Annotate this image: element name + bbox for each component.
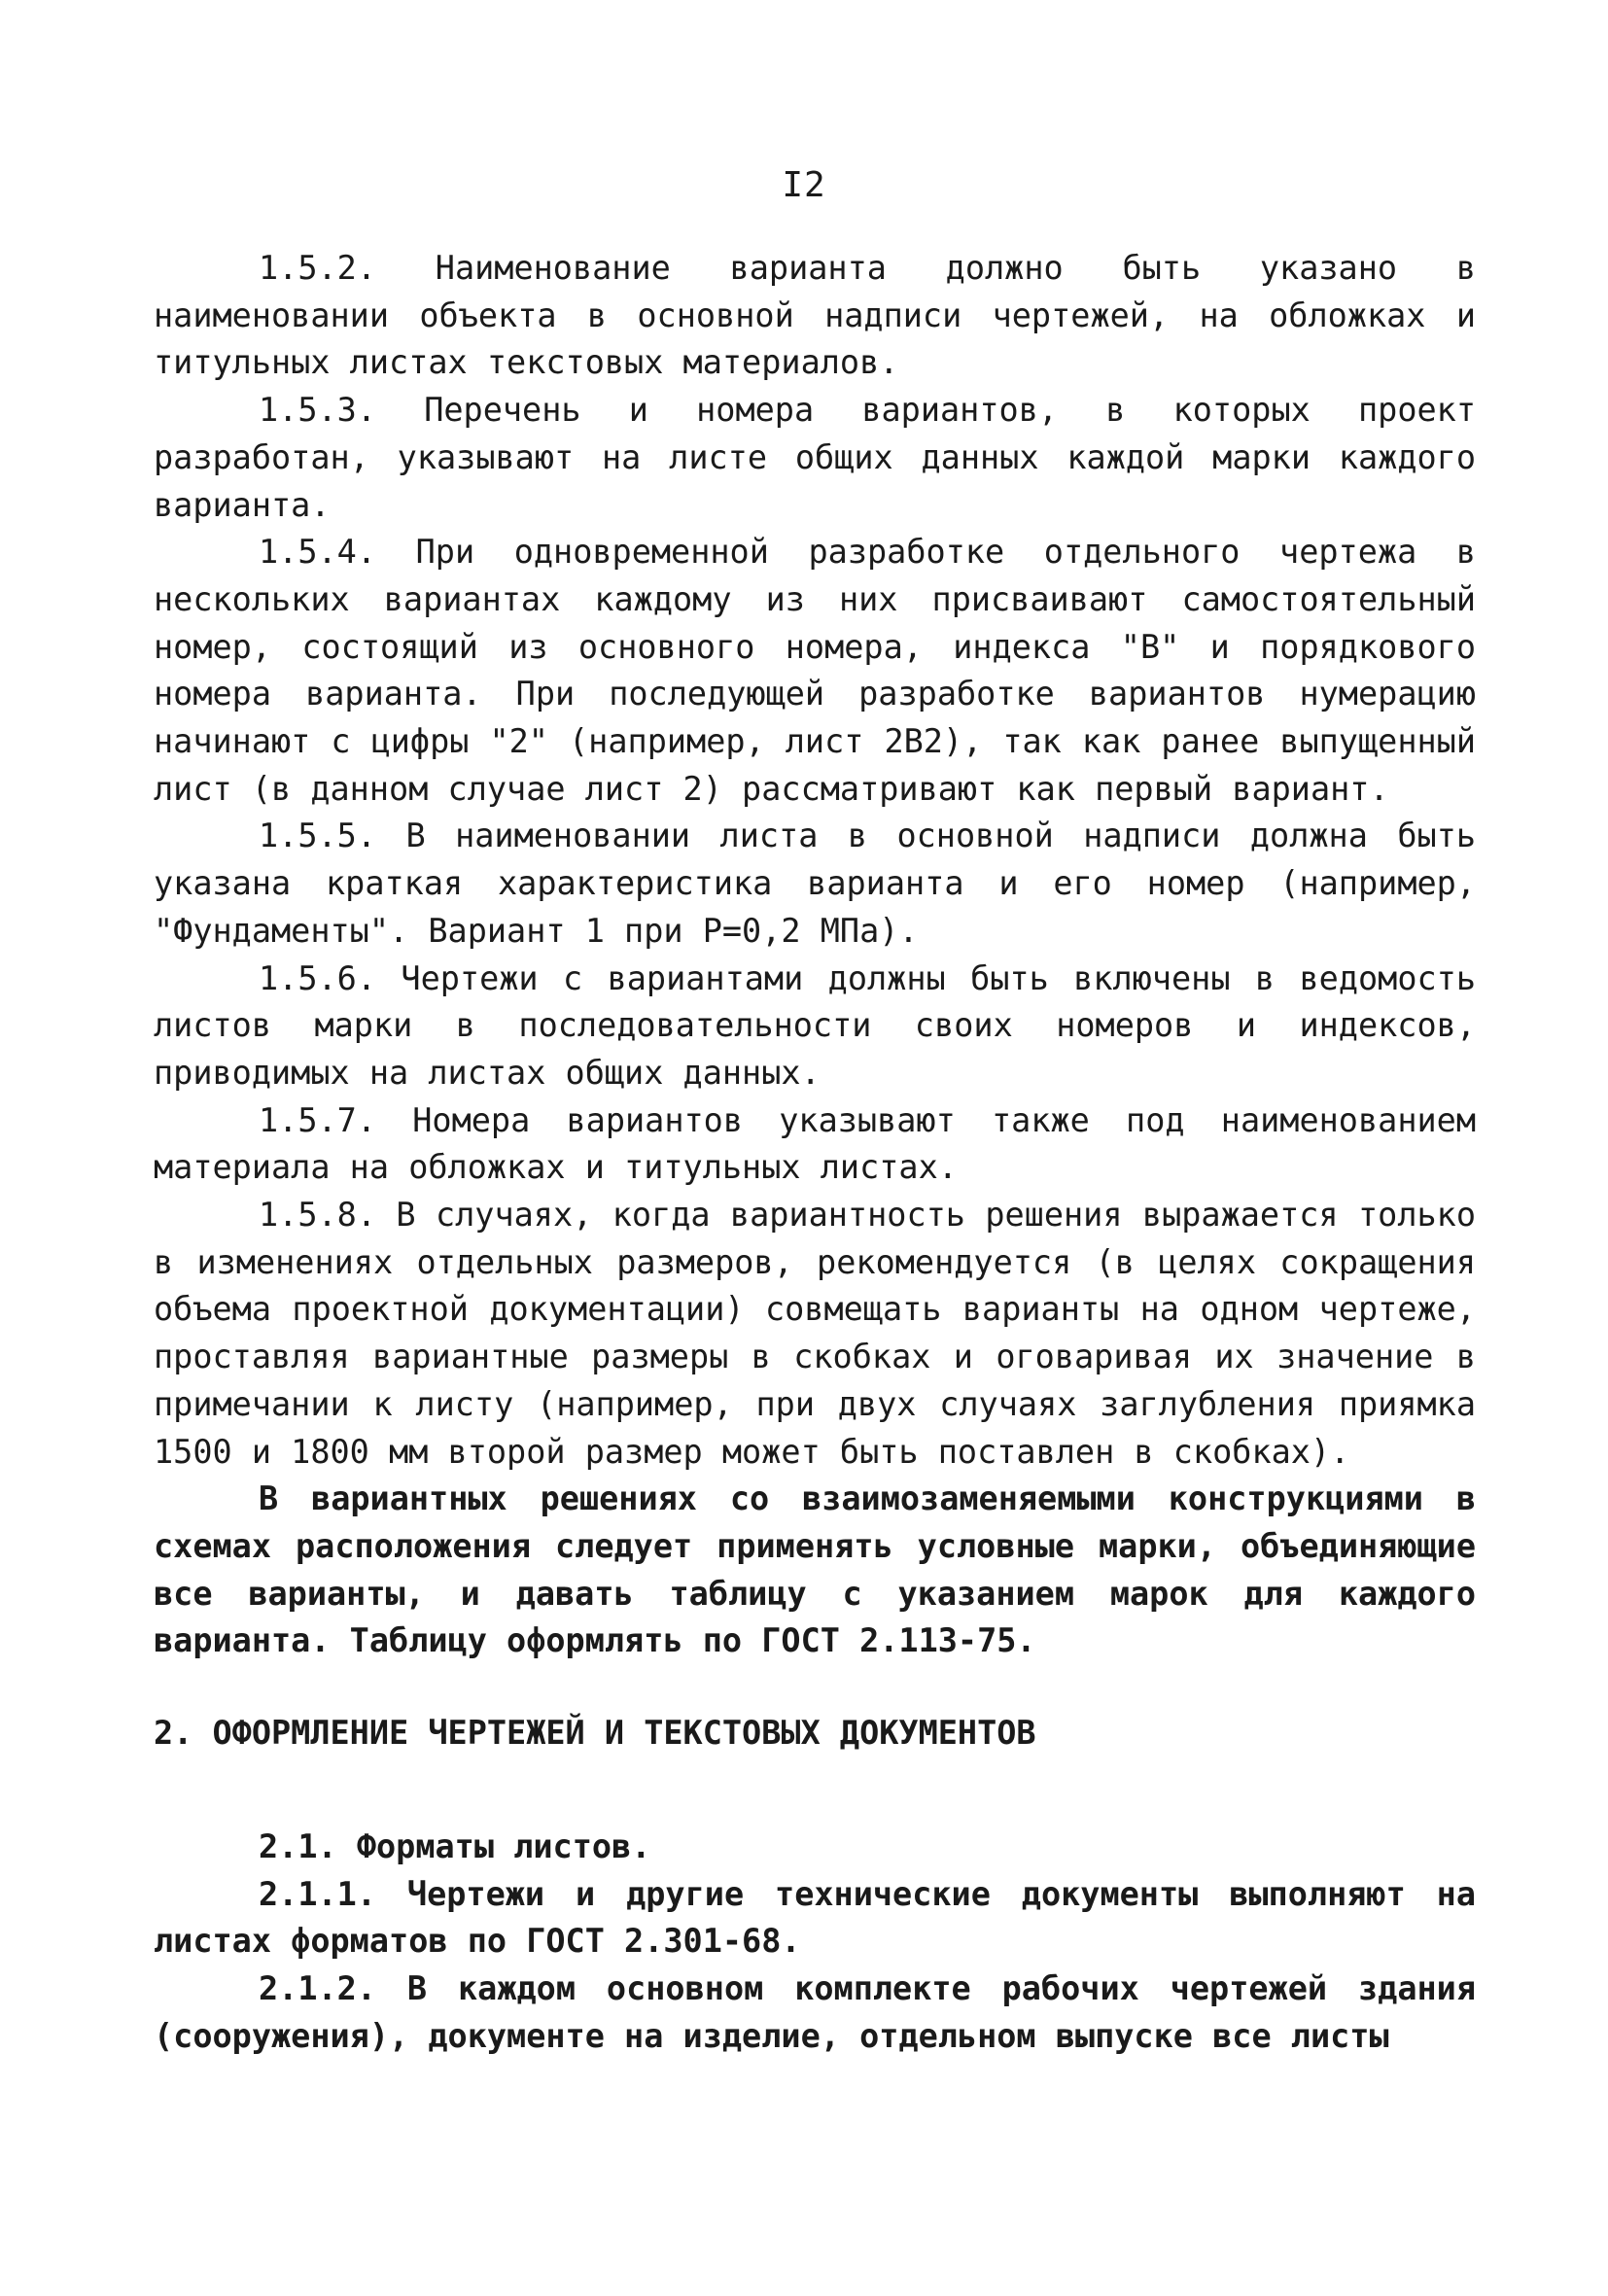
paragraph-2-1: 2.1. Форматы листов. — [259, 1826, 651, 1865]
paragraph-variant-solutions: В вариантных решениях со взаимозаменяемыми конструкциями в схемах расположения следует применять условные марки, объединяющие все варианты, и давать таблицу с указанием марок для каждого варианта. Таблицу оформлять по ГОСТ 2.113-75. — [154, 1479, 1496, 1660]
paragraph-2-1-1: 2.1.1. Чертежи и другие технические документы выполняют на листах форматов по ГОСТ 2.301-68. — [154, 1874, 1496, 1961]
paragraph-1-5-6: 1.5.6. Чертежи с вариантами должны быть включены в ведомость листов марки в последовательности своих номеров и индексов, приводимых на листах общих данных. — [154, 958, 1496, 1092]
paragraph-2-1-2: 2.1.2. В каждом основном комплекте рабочих чертежей здания (сооружения), документе на изделие, отдельном выпуске все листы — [154, 1968, 1496, 2055]
paragraph-1-5-4: 1.5.4. При одновременной разработке отдельного чертежа в нескольких вариантах каждому из них присваивают самостоятельный номер, состоящий из основного номера, индекса "В" и порядкового номера варианта. При последующей разработке вариантов нумерацию начинают с цифры "2" (например, лист 2В2), так как ранее выпущенный лист (в данном случае лист 2) рассматривают как первый вариант. — [154, 533, 1496, 808]
paragraph-1-5-3: 1.5.3. Перечень и номера вариантов, в которых проект разработан, указывают на листе общих данных каждой марки каждого варианта. — [154, 391, 1496, 524]
paragraph-1-5-5: 1.5.5. В наименовании листа в основной надписи должна быть указана краткая характеристика варианта и его номер (например, "Фундаменты". Вариант 1 при Р=0,2 МПа). — [154, 817, 1496, 950]
paragraph-1-5-2: 1.5.2. Наименование варианта должно быть указано в наименовании объекта в основной надписи чертежей, на обложках и титульных листах текстовых материалов. — [154, 249, 1496, 382]
paragraph-1-5-7: 1.5.7. Номера вариантов указывают также под наименованием материала на обложках и титульных листах. — [154, 1100, 1496, 1187]
page-number: I2 — [782, 165, 826, 205]
paragraph-1-5-8: 1.5.8. В случаях, когда вариантность решения выражается только в изменениях отдельных размеров, рекомендуется (в целях сокращения объема проектной документации) совмещать варианты на одном чертеже, проставляя вариантные размеры в скобках и оговаривая их значение в примечании к листу (например, при двух случаях заглубления приямка 1500 и 1800 мм второй размер может быть поставлен в скобках). — [154, 1196, 1496, 1471]
document-body — [154, 245, 1496, 2060]
section-title: 2. ОФОРМЛЕНИЕ ЧЕРТЕЖЕЙ И ТЕКСТОВЫХ ДОКУМЕНТОВ — [154, 1714, 1036, 1753]
